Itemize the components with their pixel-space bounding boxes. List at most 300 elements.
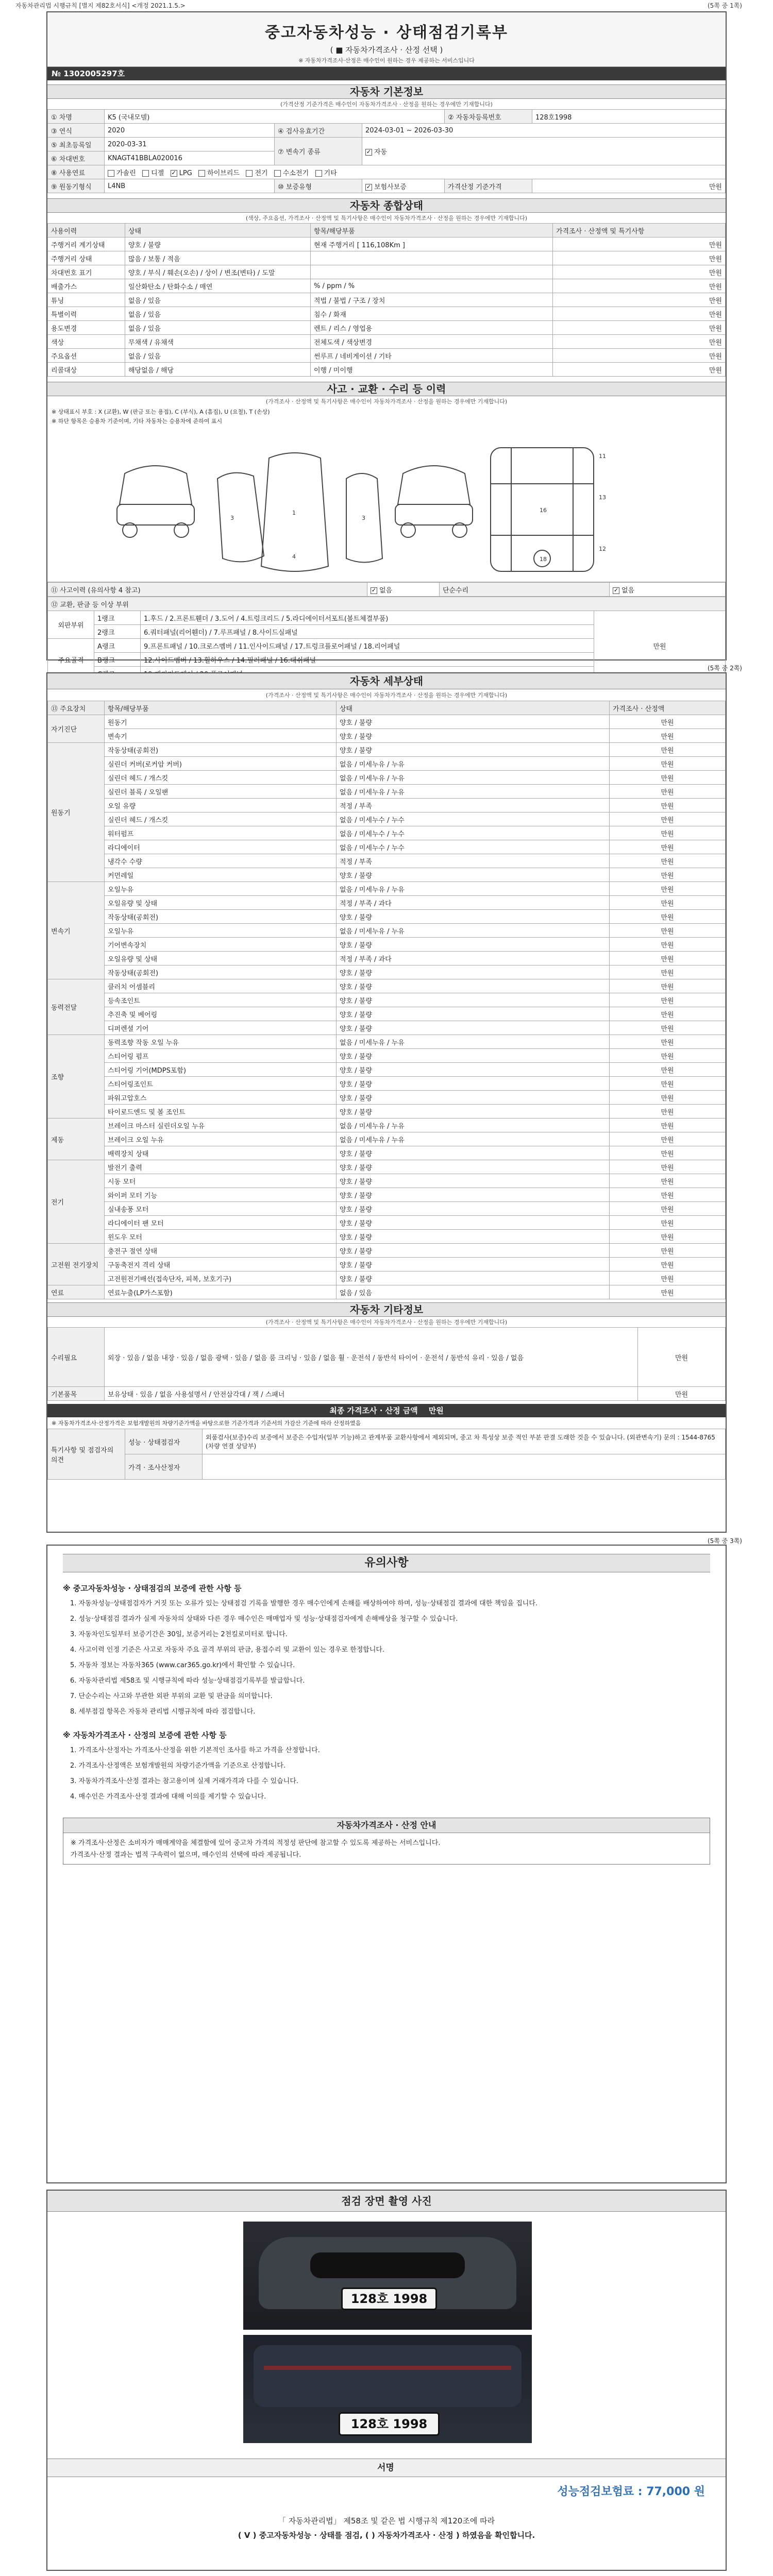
photo-title: 점검 장면 촬영 사진 (47, 2191, 726, 2212)
year-label: ③ 연식 (48, 124, 105, 138)
fee-label: 성능점검보험료 : 77,000 원 (557, 2485, 705, 2498)
trans-text: 자동 (374, 148, 388, 156)
frame-table (47, 597, 726, 681)
special-row2: 가격 · 조사산정자 (125, 1454, 203, 1480)
detail-price: 만원 (610, 1007, 726, 1021)
general-cell-item (311, 251, 553, 265)
frame-rank: B랭크 (94, 653, 141, 667)
detail-state: 양호 / 불량 (337, 1146, 610, 1160)
accident-table (47, 582, 726, 597)
fuel-opt: 하이브리드 (207, 169, 240, 177)
etc-title: 자동차 기타정보 (47, 1302, 726, 1317)
notice-h1: ※ 중고자동차성능 · 상태점검의 보증에 관한 사항 등 (63, 1584, 242, 1593)
fuel-opt: 기타 (324, 169, 337, 177)
detail-row (48, 1285, 726, 1299)
detail-state: 없음 / 미세누수 / 누수 (337, 840, 610, 854)
taillight-shape (264, 2366, 511, 2370)
general-cell-note: 만원 (553, 363, 726, 377)
general-cell-note: 만원 (553, 307, 726, 321)
checkbox-icon (371, 587, 377, 594)
detail-item: 연료누출(LP가스포함) (105, 1285, 337, 1299)
detail-row (48, 1244, 726, 1258)
etc-table (47, 1327, 726, 1401)
general-row (48, 251, 726, 265)
detail-state: 적정 / 부족 (337, 854, 610, 868)
checkbox-icon (315, 170, 322, 177)
detail-item: 오일누유 (105, 924, 337, 938)
checkbox-icon (171, 170, 177, 177)
rear-photo (243, 2335, 532, 2443)
front-plate: 128호 1998 (341, 2287, 437, 2310)
notice-sign-box (63, 1818, 710, 1865)
detail-col: 항목/해당부품 (105, 701, 337, 715)
detail-row (48, 743, 726, 757)
frame-parts: 9.프론트패널 / 10.크로스멤버 / 11.인사이드패널 / 17.트렁크플로어패널 / 18.리어패널 (141, 639, 594, 653)
frame-group: 주요골격 (48, 639, 94, 681)
detail-price: 만원 (610, 1160, 726, 1174)
period-value: 2024-03-01 ~ 2026-03-30 (362, 124, 726, 138)
notice-item: 5. 자동차 정보는 자동차365 (www.car365.go.kr)에서 확인할 수 있습니다. (70, 1662, 295, 1669)
detail-state: 양호 / 불량 (337, 1105, 610, 1118)
detail-row (48, 1118, 726, 1132)
detail-state: 양호 / 불량 (337, 965, 610, 979)
detail-item: 오일 유량 (105, 799, 337, 812)
general-col: 상태 (125, 224, 311, 238)
detail-group: 연료 (48, 1285, 105, 1299)
first-reg-value: 2020-03-31 (105, 138, 275, 151)
accident-a (367, 583, 440, 597)
footer-1: 「 자동차관리법」 제58조 및 같은 법 시행규칙 제120조에 따라 (278, 2516, 495, 2526)
detail-price: 만원 (610, 771, 726, 785)
svg-text:3: 3 (362, 515, 365, 521)
footer-2: ( V ) 중고자동차성능 · 상태를 점검, ( ) 자동차가격조사 · 산정 ) 하였음을 확인합니다. (238, 2531, 535, 2540)
checkbox-icon (613, 587, 619, 594)
base-price-label: 가격산정 기준가격 (445, 179, 532, 193)
warranty-label: ⑩ 보증유형 (275, 179, 362, 193)
detail-item: 발전기 출력 (105, 1160, 337, 1174)
fuel-opt: 전기 (255, 169, 268, 177)
general-sub: (색상, 주요옵션, 가격조사 · 산정액 및 특기사항은 매수인이 자동차가격조사 · 산정을 원하는 경우에만 기재합니다) (245, 215, 528, 222)
detail-row (48, 1035, 726, 1049)
detail-col: 상태 (337, 701, 610, 715)
warranty-value (362, 179, 445, 193)
detail-item: 원동기 (105, 715, 337, 729)
accident-sub: (가격조사 · 산정액 및 특기사항은 매수인이 자동차가격조사 · 산정을 원하는 경우에만 기재합니다) (265, 398, 508, 405)
detail-state: 없음 / 미세누유 / 누유 (337, 1118, 610, 1132)
detail-row (48, 812, 726, 826)
notice-sign-text: ※ 가격조사·산정은 소비자가 매매계약을 체결함에 있어 중고차 가격의 적정성 판단에 참고할 수 있도록 제공하는 서비스입니다. (71, 1839, 441, 1847)
fuel-label: ⑧ 사용연료 (48, 165, 105, 179)
detail-item: 스티어링 펌프 (105, 1049, 337, 1063)
detail-state: 양호 / 불량 (337, 1160, 610, 1174)
detail-state: 양호 / 불량 (337, 993, 610, 1007)
simple-a-text: 없음 (621, 586, 635, 595)
general-cell-state: 없음 / 있음 (125, 349, 311, 363)
notice-sign-text-2: 가격조사·산정 결과는 법적 구속력이 없으며, 매수인의 선택에 따라 제공됩니다. (71, 1851, 301, 1859)
detail-group: 동력전달 (48, 979, 105, 1035)
general-cell-state: 양호 / 불량 (125, 238, 311, 251)
detail-state: 적정 / 부족 / 과다 (337, 896, 610, 910)
fuel-opt: LPG (179, 169, 192, 177)
detail-item: 추진축 및 베어링 (105, 1007, 337, 1021)
trans-label: ⑦ 변속기 종류 (275, 138, 362, 165)
detail-price: 만원 (610, 910, 726, 924)
fuel-opt: 가솔린 (116, 169, 136, 177)
notice-items-2 (63, 1745, 710, 1802)
base-price-unit: 만원 (532, 179, 726, 193)
detail-row (48, 1021, 726, 1035)
general-col: 가격조사 · 산정액 및 특기사항 (553, 224, 726, 238)
detail-item: 고전원전기배선(접속단자, 피복, 보호기구) (105, 1272, 337, 1285)
detail-row (48, 924, 726, 938)
final-note: ※ 자동차가격조사·산정가격은 보험개발원의 차량기준가액을 바탕으로한 기준가격과 기준서의 가감산 기준에 따라 산정하였음 (52, 1420, 361, 1427)
basic-info-table (47, 109, 726, 193)
detail-item: 등속조인트 (105, 993, 337, 1007)
detail-row (48, 1202, 726, 1216)
form-header-line (0, 0, 773, 9)
detail-price: 만원 (610, 1118, 726, 1132)
detail-item: 브레이크 오일 누유 (105, 1132, 337, 1146)
frame-parts: 12.사이드멤버 / 13.휠하우스 / 14.필러패널 / 16.대쉬패널 (141, 653, 594, 667)
general-row (48, 293, 726, 307)
page-2 (46, 672, 727, 1533)
detail-state: 없음 / 미세누유 / 누유 (337, 1132, 610, 1146)
general-cell-state: 없음 / 있음 (125, 293, 311, 307)
detail-item: 동력조향 작동 오일 누유 (105, 1035, 337, 1049)
detail-item: 충전구 절연 상태 (105, 1244, 337, 1258)
detail-col: ⑬ 주요장치 (48, 701, 105, 715)
detail-price: 만원 (610, 1132, 726, 1146)
detail-row (48, 1258, 726, 1272)
etc-items: 외장 · 있음 / 없음 내장 · 있음 / 없음 광택 · 있음 / 없음 룸 크리닝 · 있음 / 없음 휠 · 운전석 / 동반석 타이어 · 운전석 / 동반석 유리 · 있음 / 없음 (105, 1328, 638, 1387)
detail-price: 만원 (610, 1063, 726, 1077)
detail-item: 스티어링 기어(MDPS포함) (105, 1063, 337, 1077)
general-cell-note: 만원 (553, 321, 726, 335)
frame-rank: A랭크 (94, 639, 141, 653)
detail-price: 만원 (610, 924, 726, 938)
detail-price: 만원 (610, 1035, 726, 1049)
detail-row (48, 910, 726, 924)
sign-row (47, 2459, 726, 2477)
detail-group: 변속기 (48, 882, 105, 979)
notice-item: 3. 자동차가격조사·산정 결과는 참고용이며 실제 거래가격과 다를 수 있습니다. (70, 1777, 299, 1785)
detail-row (48, 1077, 726, 1091)
front-photo (243, 2222, 532, 2330)
basic-info-title: 자동차 기본정보 (47, 84, 726, 99)
doc-note: ※ 자동차가격조사·산정은 매수인이 원하는 경우 제공하는 서비스입니다 (298, 57, 475, 64)
detail-item: 디퍼렌셜 기어 (105, 1021, 337, 1035)
notice-item: 1. 자동차성능·상태점검자가 거짓 또는 오류가 있는 상태점검 기록을 발행한 경우 매수인에게 손해를 배상하여야 하며, 성능·상태점검 결과에 대한 책임을 집니다. (70, 1600, 538, 1607)
detail-row (48, 882, 726, 896)
detail-row (48, 979, 726, 993)
checkbox-icon (365, 149, 372, 156)
detail-row (48, 840, 726, 854)
car-name-value: K5 (국내모델) (105, 110, 445, 124)
general-row (48, 279, 726, 293)
general-cell-item: % / ppm / % (311, 279, 553, 293)
detail-state: 양호 / 불량 (337, 1244, 610, 1258)
detail-state: 없음 / 미세누수 / 누수 (337, 826, 610, 840)
motor-label: ⑨ 원동기형식 (48, 179, 105, 193)
general-cell-name: 주행거리 계기상태 (48, 238, 125, 251)
checkbox-icon (142, 170, 149, 177)
detail-price: 만원 (610, 1230, 726, 1244)
detail-price: 만원 (610, 993, 726, 1007)
detail-item: 스티어링조인트 (105, 1077, 337, 1091)
detail-row (48, 757, 726, 771)
regno-value: 128호1998 (532, 110, 726, 124)
frame-label: ⑫ 교환, 판금 등 이상 부위 (48, 597, 726, 611)
general-cell-note: 만원 (553, 238, 726, 251)
page-counter-2: (5쪽 중 2쪽) (707, 665, 742, 672)
detail-state: 없음 / 미세누유 / 누유 (337, 757, 610, 771)
detail-price: 만원 (610, 854, 726, 868)
detail-row (48, 715, 726, 729)
grille-shape (310, 2252, 465, 2278)
detail-row (48, 1216, 726, 1230)
detail-state: 없음 / 미세누유 / 누유 (337, 882, 610, 896)
general-cell-note: 만원 (553, 349, 726, 363)
detail-state: 적정 / 부족 / 과다 (337, 952, 610, 965)
general-col: 항목/해당부품 (311, 224, 553, 238)
general-cell-item: 전체도색 / 색상변경 (311, 335, 553, 349)
general-cell-state: 없음 / 있음 (125, 307, 311, 321)
notice-item: 8. 세부점검 항목은 자동차 관리법 시행규칙에 따라 점검합니다. (70, 1708, 256, 1716)
car-name-label: ① 차명 (48, 110, 105, 124)
trans-value (362, 138, 726, 165)
detail-state: 양호 / 불량 (337, 1272, 610, 1285)
general-cell-note: 만원 (553, 335, 726, 349)
first-reg-label: ⑤ 최초등록일 (48, 138, 105, 151)
page-3 (46, 1545, 727, 2183)
accident-title: 사고 · 교환 · 수리 등 이력 (47, 382, 726, 396)
accident-a-text: 없음 (379, 586, 393, 595)
notice-item: 7. 단순수리는 사고와 무관한 외판 부위의 교환 및 판금을 의미합니다. (70, 1692, 273, 1700)
detail-price: 만원 (610, 952, 726, 965)
detail-price: 만원 (610, 1285, 726, 1299)
detail-price: 만원 (610, 1202, 726, 1216)
detail-state: 양호 / 불량 (337, 1174, 610, 1188)
etc-name: 기본품목 (48, 1387, 105, 1401)
detail-price: 만원 (610, 882, 726, 896)
notice-item: 6. 자동차관리법 제58조 및 시행규칙에 따라 성능·상태점검기록부를 발급합니다. (70, 1677, 305, 1685)
detail-item: 타이로드엔드 및 볼 조인트 (105, 1105, 337, 1118)
legend: ※ 상태표시 부호 : X (교환), W (판금 또는 용접), C (부식), A (흠집), U (요철), T (손상) (52, 409, 270, 415)
svg-text:4: 4 (292, 553, 296, 560)
svg-text:13: 13 (599, 494, 606, 501)
detail-table (47, 701, 726, 1299)
detail-row (48, 1188, 726, 1202)
general-cell-item: 이행 / 미이행 (311, 363, 553, 377)
detail-price: 만원 (610, 743, 726, 757)
detail-row (48, 854, 726, 868)
vin-label: ⑥ 차대번호 (48, 151, 105, 165)
fee-row (47, 2479, 726, 2505)
detail-col: 가격조사 · 산정액 (610, 701, 726, 715)
frame-group: 외판부위 (48, 611, 94, 639)
detail-group: 자기진단 (48, 715, 105, 743)
special-text: 외품검사(보증)수리 보증에서 보증은 수입자(일부 기능)하고 관계부품 교환사항에서 제외되며, 중고 차 특성상 보증 적인 부분 판결 도래한 것을 수 있습니다. (외관변속기) 문의 : 1544-8765 (차량 연결 상담부) (203, 1429, 726, 1454)
notice-sign-title: 자동차가격조사 · 산정 안내 (63, 1818, 710, 1833)
detail-state: 양호 / 불량 (337, 1230, 610, 1244)
general-cell-note: 만원 (553, 279, 726, 293)
svg-text:16: 16 (540, 507, 547, 514)
detail-state: 양호 / 불량 (337, 979, 610, 993)
detail-item: 오일유량 및 상태 (105, 952, 337, 965)
notice-item: 2. 성능·상태점검 결과가 실제 자동차의 상태와 다른 경우 매수인은 매매업자 및 성능·상태점검자에게 손해배상을 청구할 수 있습니다. (70, 1615, 458, 1623)
detail-item: 작동상태(공회전) (105, 910, 337, 924)
frame-parts: 6.쿼터패널(리어휀더) / 7.루프패널 / 8.사이드실패널 (141, 625, 594, 639)
general-title: 자동차 종합상태 (47, 198, 726, 213)
detail-price: 만원 (610, 812, 726, 826)
detail-group: 조향 (48, 1035, 105, 1118)
detail-price: 만원 (610, 826, 726, 840)
detail-state: 양호 / 불량 (337, 1258, 610, 1272)
detail-state: 양호 / 불량 (337, 743, 610, 757)
checkbox-icon (108, 170, 114, 177)
detail-item: 실린더 헤드 / 개스킷 (105, 771, 337, 785)
detail-item: 라디에이터 (105, 840, 337, 854)
detail-state: 양호 / 불량 (337, 715, 610, 729)
detail-price: 만원 (610, 979, 726, 993)
doc-title: 중고자동차성능 · 상태점검기록부 (264, 24, 508, 42)
detail-state: 없음 / 미세누유 / 누유 (337, 1035, 610, 1049)
detail-state: 양호 / 불량 (337, 1049, 610, 1063)
detail-row (48, 1105, 726, 1118)
detail-item: 실내송풍 모터 (105, 1202, 337, 1216)
detail-item: 커먼레일 (105, 868, 337, 882)
notice-item: 1. 가격조사·산정자는 가격조사·산정을 위한 기본적인 조사를 하고 가격을 산정합니다. (70, 1747, 320, 1754)
general-cell-name: 용도변경 (48, 321, 125, 335)
simple-q: 단순수리 (440, 583, 610, 597)
detail-state: 양호 / 불량 (337, 729, 610, 743)
detail-row (48, 868, 726, 882)
doc-number: № 1302005297호 (52, 69, 125, 78)
etc-sub: (가격조사 · 산정액 및 특기사항은 매수인이 자동차가격조사 · 산정을 원하는 경우에만 기재합니다) (265, 1319, 508, 1326)
general-row (48, 349, 726, 363)
detail-row (48, 1132, 726, 1146)
detail-price: 만원 (610, 785, 726, 799)
special-row1: 성능 · 상태점검자 (125, 1429, 203, 1454)
svg-text:1: 1 (292, 510, 296, 516)
period-label: ④ 검사유효기간 (275, 124, 362, 138)
general-cell-item: 침수 / 화재 (311, 307, 553, 321)
detail-title: 자동차 세부상태 (47, 673, 726, 689)
checkbox-icon (246, 170, 253, 177)
detail-price: 만원 (610, 1091, 726, 1105)
warranty-text: 보험사보증 (374, 183, 407, 191)
detail-item: 윈도우 모터 (105, 1230, 337, 1244)
frame-parts: 1.후드 / 2.프론트휀더 / 3.도어 / 4.트렁크리드 / 5.라디에이터서포트(볼트체결부품) (141, 611, 594, 625)
general-cell-item: 현재 주행거리 [ 116,108Km ] (311, 238, 553, 251)
etc-price: 만원 (638, 1328, 726, 1387)
checkbox-icon (198, 170, 205, 177)
general-cell-item (311, 265, 553, 279)
general-row (48, 335, 726, 349)
detail-state: 양호 / 불량 (337, 1077, 610, 1091)
general-col: 사용이력 (48, 224, 125, 238)
detail-item: 변속기 (105, 729, 337, 743)
detail-row (48, 1091, 726, 1105)
svg-text:12: 12 (599, 546, 606, 552)
detail-item: 라디에이터 팬 모터 (105, 1216, 337, 1230)
detail-item: 오일유량 및 상태 (105, 896, 337, 910)
detail-item: 기어변속장치 (105, 938, 337, 952)
general-table (47, 223, 726, 377)
detail-price: 만원 (610, 1049, 726, 1063)
svg-text:18: 18 (540, 556, 547, 563)
basic-info-sub: (가격산정 기준가격은 매수인이 자동차가격조사 · 산정을 원하는 경우에만 기재합니다) (280, 101, 493, 108)
final-price-title: 최종 가격조사 · 산정 금액 (329, 1406, 418, 1415)
detail-row (48, 1049, 726, 1063)
detail-price: 만원 (610, 1021, 726, 1035)
notice-item: 3. 자동차인도일부터 보증기간은 30일, 보증거리는 2천킬로미터로 합니다. (70, 1631, 288, 1638)
detail-row (48, 1272, 726, 1285)
detail-group: 고전원 전기장치 (48, 1244, 105, 1285)
detail-item: 브레이크 마스터 실린더오일 누유 (105, 1118, 337, 1132)
detail-state: 양호 / 불량 (337, 1202, 610, 1216)
detail-state: 없음 / 미세누유 / 누유 (337, 924, 610, 938)
detail-row (48, 896, 726, 910)
detail-item: 와이퍼 모터 기능 (105, 1188, 337, 1202)
general-cell-name: 튜닝 (48, 293, 125, 307)
detail-group: 제동 (48, 1118, 105, 1160)
general-cell-name: 특별이력 (48, 307, 125, 321)
detail-state: 양호 / 불량 (337, 1007, 610, 1021)
detail-item: 실린더 커버(로커암 커버) (105, 757, 337, 771)
detail-price: 만원 (610, 896, 726, 910)
detail-state: 없음 / 미세누유 / 누유 (337, 771, 610, 785)
general-cell-item: 렌트 / 리스 / 영업용 (311, 321, 553, 335)
detail-price: 만원 (610, 965, 726, 979)
page-1 (46, 11, 727, 665)
detail-item: 작동상태(공회전) (105, 965, 337, 979)
vin-value: KNAGT41BBLA020016 (105, 151, 275, 165)
svg-text:11: 11 (599, 453, 606, 460)
detail-item: 워터펌프 (105, 826, 337, 840)
detail-row (48, 993, 726, 1007)
detail-price: 만원 (610, 1272, 726, 1285)
notice-item: 2. 가격조사·산정액은 보험개발원의 차량기준가액을 기준으로 산정합니다. (70, 1762, 286, 1770)
general-cell-name: 리콜대상 (48, 363, 125, 377)
etc-name: 수리필요 (48, 1328, 105, 1387)
svg-text:3: 3 (230, 515, 234, 521)
detail-item: 구동축전지 격리 상태 (105, 1258, 337, 1272)
detail-state: 양호 / 불량 (337, 1063, 610, 1077)
frame-rank: 2랭크 (94, 625, 141, 639)
detail-group: 원동기 (48, 743, 105, 882)
detail-state: 양호 / 불량 (337, 868, 610, 882)
special-label: 특기사항 및 점검자의 의견 (48, 1429, 125, 1480)
general-row (48, 265, 726, 279)
detail-item: 클러치 어셈블리 (105, 979, 337, 993)
detail-item: 오일누유 (105, 882, 337, 896)
legend-2: ※ 하단 항목은 승용차 기준이며, 기타 자동차는 승용차에 준하여 표시 (52, 418, 223, 425)
detail-price: 만원 (610, 715, 726, 729)
detail-item: 배력장치 상태 (105, 1146, 337, 1160)
frame-rank: 1랭크 (94, 611, 141, 625)
simple-a (610, 583, 726, 597)
general-cell-state: 무채색 / 유채색 (125, 335, 311, 349)
detail-price: 만원 (610, 799, 726, 812)
general-cell-note: 만원 (553, 265, 726, 279)
general-cell-name: 차대번호 표기 (48, 265, 125, 279)
detail-state: 없음 / 미세누유 / 누유 (337, 785, 610, 799)
detail-item: 실린더 헤드 / 개스킷 (105, 812, 337, 826)
car-diagram-svg (47, 427, 726, 582)
detail-state: 양호 / 불량 (337, 1216, 610, 1230)
etc-items: 보유상태 · 있음 / 없음 사용설명서 / 안전삼각대 / 잭 / 스패너 (105, 1387, 638, 1401)
